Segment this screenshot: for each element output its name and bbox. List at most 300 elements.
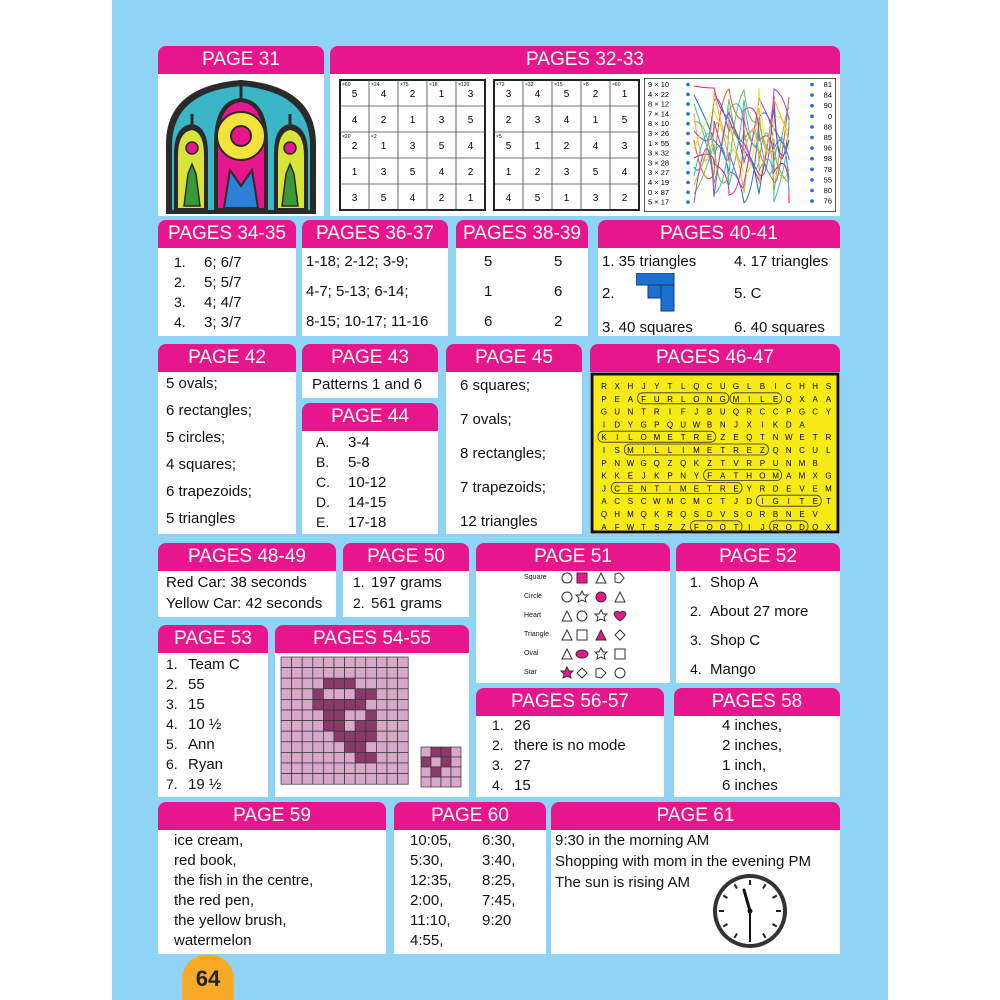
word-search-letter: S: [627, 497, 634, 507]
word-search-letter: I: [761, 497, 764, 507]
maze-left-label: 5 × 17: [648, 197, 670, 207]
maze-dot: [810, 178, 814, 182]
maze-left-label: 9 × 10: [648, 80, 670, 89]
grid-cell-value: 1: [351, 167, 358, 178]
maze-dot: [810, 146, 814, 150]
pixel-cell: [323, 710, 334, 721]
word-search-letter: K: [601, 433, 607, 443]
pixel-cell: [302, 763, 313, 774]
maze-right-label: 90: [823, 101, 832, 111]
word-search-letter: M: [693, 446, 700, 455]
section-page-42: [158, 344, 296, 534]
word-search-letter: B: [759, 382, 766, 391]
shape-label: Heart: [524, 612, 542, 619]
pixel-cell: [345, 742, 356, 753]
word-search-letter: E: [772, 394, 779, 404]
pixel-cell: [302, 742, 313, 753]
section-title: PAGES 46-47: [590, 344, 840, 372]
answer-text: Shopping with mom in the evening PM: [555, 853, 811, 870]
word-search-letter: N: [772, 433, 779, 443]
answer-text: 6. 40 squares: [734, 319, 825, 336]
pixel-cell: [345, 731, 356, 742]
pixel-cell: [345, 657, 356, 668]
pixel-cell: [355, 731, 366, 742]
section-page-51: [476, 543, 670, 683]
pixel-cell: [398, 774, 409, 785]
pixel-cell: [387, 731, 398, 742]
pixel-cell: [366, 774, 377, 785]
section-title: PAGE 31: [158, 46, 324, 74]
word-search-letter: Q: [680, 458, 687, 468]
pixel-cell: [451, 747, 461, 757]
word-search-letter: K: [601, 471, 607, 481]
word-search-letter: E: [614, 394, 620, 404]
word-search-letter: B: [812, 458, 818, 468]
item-letter: E.: [316, 514, 330, 530]
grid-cell-value: 5: [563, 89, 570, 100]
word-search-letter: R: [667, 394, 673, 404]
grid-cell-value: 1: [592, 115, 599, 126]
shape-label: Triangle: [524, 631, 550, 638]
pixel-cell: [387, 752, 398, 763]
pixel-cell: [366, 763, 377, 774]
section-title: PAGES 54-55: [275, 625, 469, 653]
word-search-letter: K: [772, 420, 779, 430]
answer-text: 3-4: [348, 434, 370, 451]
answer-text: Ryan: [188, 756, 224, 773]
pixel-cell: [313, 710, 324, 721]
pixel-cell: [345, 668, 356, 679]
pixel-cell: [292, 742, 303, 753]
word-search-letter: L: [760, 394, 765, 404]
item-number: 5.: [166, 736, 178, 752]
pixel-cell: [313, 752, 324, 763]
word-search-letter: E: [627, 484, 634, 494]
pixel-cell: [451, 767, 461, 777]
pixel-cell: [421, 757, 431, 767]
word-search-letter: S: [614, 446, 620, 455]
answer-text: 15: [514, 777, 531, 794]
word-search-letter: P: [601, 458, 607, 468]
section-page-53: [158, 625, 268, 797]
cage-label: ×5: [496, 134, 502, 140]
maze-dot: [810, 83, 814, 87]
pixel-cell: [292, 699, 303, 710]
word-search-letter: I: [668, 407, 672, 417]
answer-text: 5. C: [734, 285, 762, 302]
word-search-letter: E: [746, 446, 752, 455]
time-answer: 9:20: [482, 912, 512, 929]
grid-cell-value: 1: [409, 115, 416, 126]
word-search-letter: E: [799, 510, 805, 519]
pixel-cell: [387, 699, 398, 710]
pixel-cell: [281, 763, 292, 774]
word-search-letter: R: [759, 510, 766, 519]
item-number: 4.: [174, 314, 186, 330]
word-search-letter: L: [667, 446, 673, 455]
word-search-letter: W: [626, 458, 635, 468]
pixel-cell: [345, 763, 356, 774]
pixel-cell: [355, 678, 366, 689]
maze-dot: [686, 161, 690, 165]
pixel-cell: [398, 710, 409, 721]
grid-cell-value: 4: [592, 141, 599, 152]
pixel-cell: [334, 763, 345, 774]
answer-text: 7 trapezoids;: [460, 479, 546, 496]
pixel-cell: [441, 767, 451, 777]
word-search-letter: I: [616, 433, 619, 443]
grid-cell-value: 5: [438, 141, 445, 152]
answer-text: 2 inches,: [722, 737, 783, 754]
pixel-cell: [431, 747, 441, 757]
maze-dot: [686, 112, 690, 116]
maze-right-label: 98: [823, 154, 832, 164]
section-page-50: [343, 543, 469, 617]
word-search-letter: T: [720, 458, 726, 468]
pixel-cell: [366, 689, 377, 700]
pixel-cell: [302, 721, 313, 732]
time-answer: 11:10,: [410, 912, 451, 929]
word-search-letter: E: [786, 484, 792, 494]
grid-cell-value: 2: [505, 115, 512, 126]
word-search-letter: Q: [666, 420, 674, 430]
pixel-cell: [302, 668, 313, 679]
word-search-letter: Q: [732, 407, 740, 417]
word-search-letter: J: [694, 407, 699, 417]
grid-cell-value: 3: [621, 141, 628, 152]
word-search-letter: T: [799, 497, 805, 507]
maze-dot: [686, 191, 690, 195]
word-search-letter: U: [719, 407, 726, 417]
answer-text: 4; 4/7: [204, 294, 242, 311]
word-search-letter: L: [628, 433, 633, 443]
word-search-letter: C: [614, 484, 621, 494]
section-page-31: [158, 46, 324, 216]
grid-cell-value: 3: [467, 89, 474, 100]
word-search-letter: F: [693, 522, 699, 532]
grid-cell-value: 5: [351, 89, 358, 100]
word-search-letter: Z: [707, 458, 713, 468]
pixel-cell: [302, 689, 313, 700]
word-search-letter: I: [642, 446, 645, 455]
word-search-letter: T: [667, 382, 673, 391]
grid-cell-value: 5: [505, 141, 512, 152]
word-search-letter: K: [654, 471, 660, 481]
answer-text: 14-15: [348, 494, 387, 511]
pixel-cell: [281, 742, 292, 753]
grid-cell-value: 1: [505, 167, 512, 178]
pixel-cell: [431, 777, 441, 787]
pixel-cell: [292, 668, 303, 679]
pixel-cell: [355, 763, 366, 774]
pixel-cell: [387, 668, 398, 679]
answer-text: About 27 more: [710, 603, 809, 620]
section-title: PAGES 48-49: [158, 543, 336, 571]
pixel-cell: [345, 752, 356, 763]
grid-cell-value: 4: [467, 141, 474, 152]
pixel-cell: [302, 752, 313, 763]
answer-text: 4. 17 triangles: [734, 253, 829, 270]
word-search-letter: Y: [627, 420, 634, 430]
maze-right-label: 55: [823, 175, 832, 185]
pixel-cell: [451, 757, 461, 767]
section-title: PAGE 59: [158, 802, 386, 830]
word-search-letter: V: [720, 510, 726, 519]
word-search-letter: W: [653, 497, 661, 507]
pixel-cell: [292, 774, 303, 785]
word-search-letter: G: [640, 458, 647, 468]
maze-right-label: 81: [823, 80, 832, 89]
pixel-cell: [313, 689, 324, 700]
word-search-letter: M: [732, 394, 740, 404]
word-search-letter: D: [785, 420, 792, 430]
word-search-letter: E: [706, 446, 713, 455]
word-search-letter: M: [666, 497, 674, 507]
item-number: 2.: [492, 737, 504, 753]
pixel-cell: [387, 763, 398, 774]
item-letter: A.: [316, 434, 330, 450]
word-search-letter: O: [719, 522, 726, 532]
pixel-cell: [292, 721, 303, 732]
word-search-letter: R: [759, 484, 766, 494]
time-answer: 7:45,: [482, 892, 516, 909]
maze-dot: [686, 142, 690, 146]
word-search-letter: P: [654, 420, 660, 430]
item-number: 4.: [690, 661, 702, 677]
grid-cell-value: 2: [621, 193, 628, 204]
word-search-letter: N: [785, 458, 792, 468]
pixel-cell: [345, 689, 356, 700]
word-search-letter: X: [746, 420, 752, 430]
word-search-letter: G: [640, 420, 647, 430]
maze-dot: [686, 151, 690, 155]
answer-text: 10-12: [348, 474, 387, 491]
time-answer: 4:55,: [410, 932, 444, 949]
word-search-letter: M: [693, 497, 700, 507]
grid-cell-value: 3: [505, 89, 512, 100]
word-search-letter: O: [785, 522, 792, 532]
word-search-letter: J: [734, 497, 738, 507]
pixel-cell: [302, 731, 313, 742]
word-search-letter: G: [825, 471, 832, 481]
pixel-cell: [334, 657, 345, 668]
maze-dot: [686, 122, 690, 126]
word-search-letter: N: [785, 446, 792, 455]
answer-text: 5 circles;: [166, 429, 226, 446]
pixel-cell: [281, 699, 292, 710]
word-search-letter: O: [693, 394, 700, 404]
item-number: 3.: [492, 757, 504, 773]
word-search-letter: K: [693, 458, 700, 468]
word-search-letter: C: [706, 497, 713, 507]
answer-text: the fish in the centre,: [174, 872, 314, 889]
maze-left-label: 0 × 87: [648, 187, 670, 197]
pixel-cell: [323, 752, 334, 763]
section-title: PAGE 52: [676, 543, 840, 571]
pixel-cell: [323, 721, 334, 732]
item-number: 1.: [174, 254, 186, 270]
word-search-letter: M: [653, 433, 661, 443]
word-search-letter: O: [640, 433, 647, 443]
answer-text: Yellow Car: 42 seconds: [166, 595, 323, 612]
pixel-cell: [313, 668, 324, 679]
grid-cell-value: 2: [563, 141, 570, 152]
word-search-letter: A: [627, 394, 634, 404]
answer-text: red book,: [174, 852, 237, 869]
word-search-letter: Q: [653, 458, 660, 468]
word-search-letter: E: [627, 471, 634, 481]
answer-text: 197 grams: [371, 574, 442, 591]
grid-cell-value: 5: [592, 167, 599, 178]
maze-dot: [810, 199, 814, 203]
time-answer: 2:00,: [410, 892, 444, 909]
shape-label: Square: [524, 574, 547, 581]
grid-cell-value: 4: [380, 89, 387, 100]
pixel-cell: [355, 689, 366, 700]
word-search-letter: I: [787, 497, 790, 507]
pixel-cell: [313, 774, 324, 785]
word-search-letter: P: [667, 471, 673, 481]
item-number: 4.: [166, 716, 178, 732]
pixel-cell: [334, 710, 345, 721]
maze-right-label: 80: [823, 186, 832, 195]
pixel-cell: [292, 657, 303, 668]
pixel-cell: [345, 678, 356, 689]
word-search-letter: T: [720, 497, 726, 507]
word-search-letter: R: [772, 522, 779, 532]
word-search-letter: M: [627, 446, 634, 455]
maze-right-label: 76: [823, 196, 832, 206]
word-search-letter: C: [706, 382, 713, 391]
word-search-letter: T: [733, 471, 739, 481]
grid-cell-value: 2: [409, 89, 416, 100]
maze-right-label: 88: [823, 122, 832, 132]
pixel-cell: [323, 774, 334, 785]
word-search-letter: C: [772, 407, 779, 417]
pixel-cell: [376, 710, 387, 721]
answer-text: Red Car: 38 seconds: [166, 574, 307, 591]
pixel-cell: [355, 668, 366, 679]
pixel-cell: [323, 657, 334, 668]
pixel-cell: [376, 699, 387, 710]
word-search-letter: L: [746, 382, 752, 391]
word-search-letter: U: [614, 407, 621, 417]
word-search-letter: D: [799, 522, 805, 532]
answer-text: 55: [188, 676, 205, 693]
pixel-cell: [345, 699, 356, 710]
item-number: 1.: [353, 574, 365, 590]
word-search-letter: I: [602, 446, 606, 455]
word-search-letter: D: [772, 484, 779, 494]
pixel-cell: [376, 668, 387, 679]
grid-cell-value: 3: [438, 115, 445, 126]
word-search-letter: X: [825, 522, 832, 532]
pixel-cell: [376, 721, 387, 732]
word-search-letter: F: [614, 522, 620, 532]
pixel-cell: [313, 678, 324, 689]
word-search-letter: T: [707, 484, 713, 494]
maze-right-label: 84: [823, 90, 832, 100]
grid-cell-value: 1: [621, 89, 628, 100]
word-search-letter: R: [653, 407, 660, 417]
pixel-cell: [441, 747, 451, 757]
word-search-letter: T: [759, 433, 765, 443]
word-search-letter: R: [719, 484, 726, 494]
section-title: PAGES 40-41: [598, 220, 840, 248]
pixel-cell: [398, 668, 409, 679]
word-search-letter: V: [812, 510, 818, 519]
word-search-letter: B: [706, 420, 713, 430]
section-page-52: [676, 543, 840, 683]
word-search-letter: A: [601, 522, 607, 532]
pixel-cell: [376, 774, 387, 785]
page-number-badge: 64: [182, 955, 234, 1000]
word-search-letter: U: [719, 382, 726, 391]
word-search-letter: R: [746, 458, 753, 468]
word-search-letter: N: [614, 458, 621, 468]
word-search-letter: O: [706, 522, 713, 532]
section-page-45: [446, 344, 582, 534]
answer-text: 1: [484, 283, 493, 300]
item-number: 1.: [690, 574, 702, 590]
maze-left-label: 3 × 28: [648, 158, 670, 168]
pixel-cell: [281, 657, 292, 668]
maze-dot: [810, 168, 814, 172]
word-search-letter: T: [680, 433, 686, 443]
answer-text: 10 ½: [188, 716, 222, 733]
pixel-cell: [334, 742, 345, 753]
item-number: 3.: [174, 294, 186, 310]
answer-text: 1 inch,: [722, 757, 767, 774]
section-title: PAGE 42: [158, 344, 296, 372]
pixel-cell: [281, 774, 292, 785]
maze-right-label: 0: [827, 111, 832, 121]
word-search-letter: A: [786, 471, 792, 481]
answer-text: 4 squares;: [166, 456, 237, 473]
time-answer: 3:40,: [482, 852, 516, 869]
word-search-letter: G: [600, 407, 608, 417]
answer-text: there is no mode: [514, 737, 626, 754]
maze-left-label: 8 × 10: [648, 119, 670, 129]
answer-text: 2.: [602, 285, 615, 302]
word-search-letter: Q: [640, 510, 647, 519]
grid-cell-value: 2: [351, 141, 358, 152]
word-search-letter: D: [706, 510, 713, 519]
word-search-letter: T: [825, 497, 831, 507]
word-search-letter: X: [799, 394, 805, 404]
pixel-cell: [398, 699, 409, 710]
pixel-cell: [334, 752, 345, 763]
word-search-letter: H: [746, 471, 753, 481]
item-number: 6.: [166, 756, 178, 772]
pixel-cell: [421, 777, 431, 787]
answer-text: 19 ½: [188, 776, 222, 793]
pixel-cell: [334, 678, 345, 689]
answer-text: 6; 6/7: [204, 254, 242, 271]
section-pages-46-47: [590, 344, 840, 534]
grid-cell-value: 3: [409, 141, 416, 152]
section-title: PAGES 58: [674, 688, 840, 716]
maze-left-label: 3 × 26: [648, 129, 670, 138]
time-answer: 6:30,: [482, 832, 516, 849]
word-search-letter: D: [746, 497, 753, 507]
item-number: 4.: [492, 777, 504, 793]
word-search-letter: C: [785, 382, 792, 391]
pixel-cell: [387, 678, 398, 689]
pixel-cell: [355, 657, 366, 668]
grid-cell-value: 2: [534, 167, 541, 178]
word-search-letter: J: [602, 484, 606, 494]
